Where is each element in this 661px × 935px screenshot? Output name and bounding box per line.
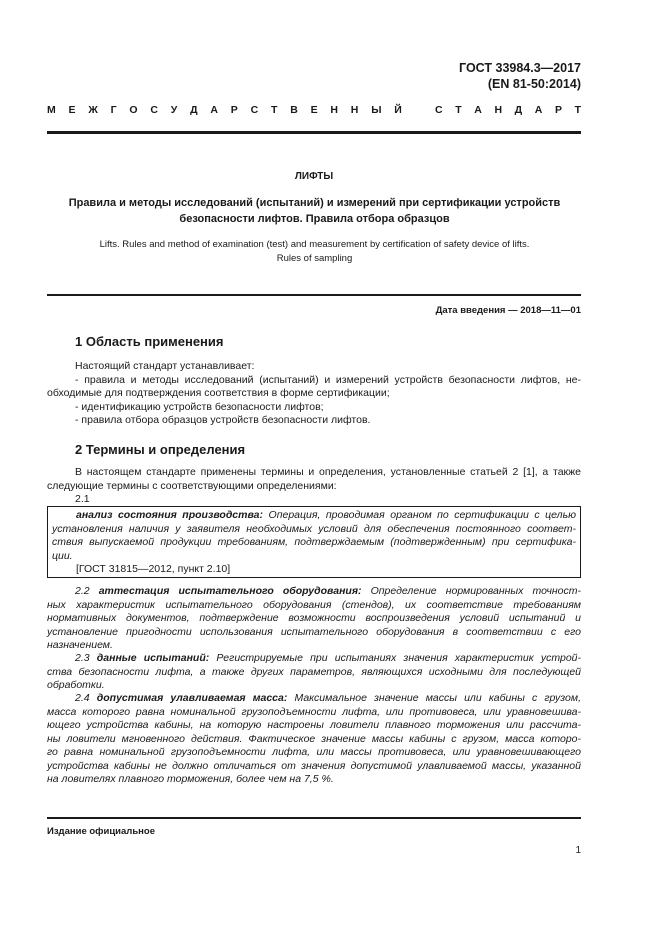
- term-2-1-reference: [ГОСТ 31815—2012, пункт 2.10]: [76, 563, 231, 575]
- en-number: (EN 81-50:2014): [487, 77, 581, 91]
- document-subtitle: Правила и методы исследований (испытаний) и измерений при сертификации устройств безопасности лифтов. Правила отбора образцов: [68, 197, 561, 225]
- standard-type-heading: [47, 104, 581, 116]
- section-1-heading: 1 Область применения: [75, 334, 224, 349]
- term-2-1-definition: анализ состояния производства: Операция, проводимая органом по сертификации с целью установления наличия у заявителя необходимых условий для обеспечения постоянного соответ- ствия выпускаемой продукции требованиям, подтверждаемым (подтвержденным) при сертифика- ции. [ГОСТ 31815—2012, пункт 2.10]: [52, 509, 577, 575]
- term-2-2: 2.2 аттестация испытательного оборудования: Определение нормированных точност- ных характеристик испытательного оборудования (стендов), их соответствие требованиям нормативных документов, подтверждение возможности воспроизведения условий испытаний и установление пригодности использования испытательного оборудования в соответствии с его назначением.: [47, 585, 581, 651]
- english-title: Lifts. Rules and method of examination (test) and measurement by certification of safety device of lifts. Rules of sampling: [99, 239, 530, 264]
- term-2-4: 2.4 допустимая улавливаемая масса: Максимальное значение массы или кабины с грузом, масса которого равна номинальной грузоподъемности лифта, или противовеса, или уравновешива- ющего устройства кабины, на которую настроены ловители плавного торможения или рассчита- ны ловители мгновенного действия. Фактическое значение массы кабины с грузом, масса которо- го равна номинальной грузоподъемности лифта, или массы противовеса, или уравновешивающего устройства кабины не должно отличаться от значения допустимой улавливаемой массы, указанной на ловителях плавного торможения, более чем на 7,5 %.: [47, 692, 582, 785]
- section-2-intro: В настоящем стандарте применены термины и определения, установленные статьей 2 [1], а также следующие термины с соответствующими определениями: 2.1: [47, 466, 581, 505]
- term-2-3-name: данные испытаний:: [96, 652, 210, 664]
- standard-type-word-1: М Е Ж Г О С У Д А Р С Т В Е Н Н Ы Й: [47, 104, 402, 116]
- official-edition-label: Издание официальное: [47, 826, 155, 837]
- gost-number: ГОСТ 33984.3—2017: [459, 61, 581, 75]
- footer-rule: [47, 817, 581, 819]
- term-2-1-name: анализ состояния производства:: [76, 509, 264, 521]
- document-title: ЛИФТЫ: [294, 171, 334, 182]
- title-rule: [47, 294, 581, 296]
- header-rule: [47, 131, 581, 134]
- term-2-4-name: допустимая улавливаемая масса:: [96, 692, 288, 704]
- introduction-date: Дата введения — 2018—11—01: [435, 305, 581, 316]
- term-2-1-box: [47, 506, 581, 578]
- term-2-2-name: аттестация испытательного оборудования:: [98, 585, 362, 597]
- gost-designation: [459, 60, 581, 92]
- page-number: 1: [575, 845, 581, 856]
- section-1-body: Настоящий стандарт устанавливает: - правила и методы исследований (испытаний) и измерений устройств безопасности лифтов, не- обходимые для подтверждения соответствия в форме сертификации; - идентификацию устройств безопасности лифтов; - правила отбора образцов устройств безопасности лифтов.: [47, 360, 581, 426]
- standard-type-word-2: С Т А Н Д А Р Т: [435, 104, 581, 116]
- term-2-3: 2.3 данные испытаний: Регистрируемые при испытаниях значения характеристик устрой- ства безопасности лифта, а также других параметров, являющихся исходными для последующей обработки.: [47, 652, 581, 691]
- section-2-heading: 2 Термины и определения: [75, 442, 246, 457]
